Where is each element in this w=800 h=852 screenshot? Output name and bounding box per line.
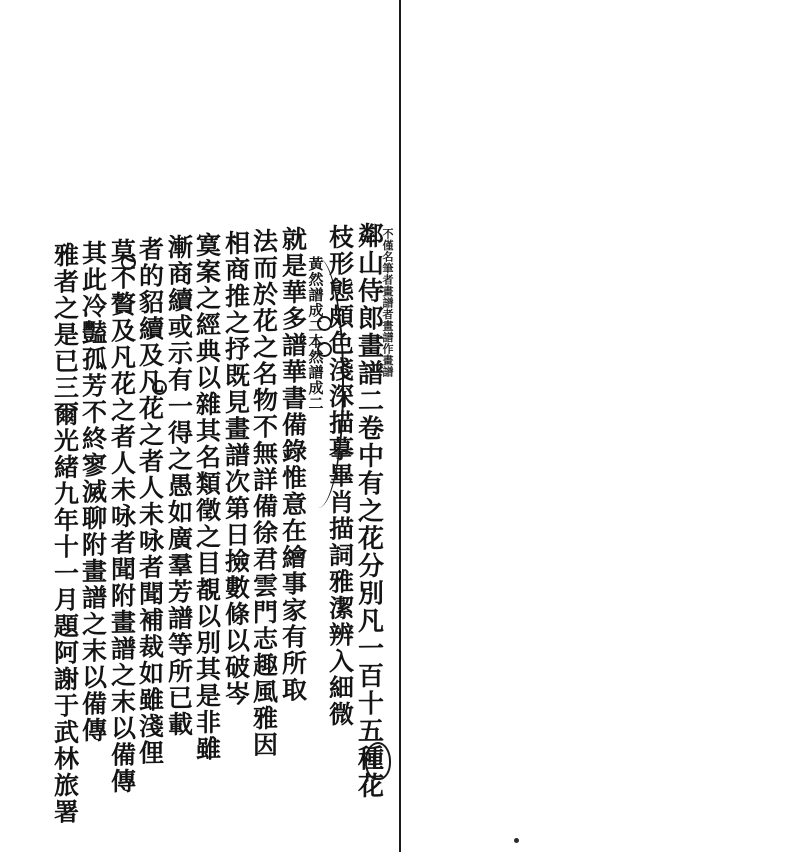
text-column: 相商推之抒既見畫譜次第日撿數條以破岑 bbox=[221, 229, 251, 708]
colophon-left-leaf bbox=[0, 0, 399, 852]
interlinear-annotation: 黃然譜成二本然譜成二 bbox=[306, 255, 325, 412]
book-gutter-fold-line bbox=[399, 0, 401, 852]
ink-speck bbox=[514, 838, 519, 843]
correction-mark-icon bbox=[317, 316, 332, 331]
text-column: 枝形態頗色淺深描摹畢肖描詞雅潔辨入細微 bbox=[325, 223, 355, 728]
text-column: 者的貂續及凡花之者人未咏者聞補裁如雖淺俚 bbox=[135, 235, 165, 767]
text-column: 就是華多譜華書備錄惟意在繪事家有所取 bbox=[278, 225, 308, 704]
correction-mark-icon bbox=[152, 380, 167, 395]
text-column: 其此冷豔孤芳不終寥滅聊附畫譜之末以備傳 bbox=[78, 239, 108, 744]
blank-right-leaf bbox=[401, 0, 800, 852]
text-column: 雅者之是已三爾光緒九年十一月題阿謝于武林旅署 bbox=[50, 241, 80, 826]
text-column: 法而於花之名物不無詳備徐君雲門志趣風雅因 bbox=[249, 227, 279, 759]
text-column: 漸商續或示有一得之愚如廣羣芳譜等所已載 bbox=[164, 233, 194, 738]
text-column: 寞案之經典以雜其名類徵之目覩以別其是非雖 bbox=[192, 231, 222, 763]
correction-mark-icon bbox=[121, 255, 136, 270]
text-column: 鄰山侍郎畫譜二卷中有之花分別凡一百十五種花 bbox=[354, 221, 384, 800]
margin-inscription: 不僅名筆者畫譜者畫譜作畫譜 bbox=[381, 228, 394, 378]
text-column: 莫不贅及凡花之者人未咏者聞附畫譜之末以備傳 bbox=[107, 237, 137, 795]
correction-mark-icon bbox=[317, 342, 332, 357]
